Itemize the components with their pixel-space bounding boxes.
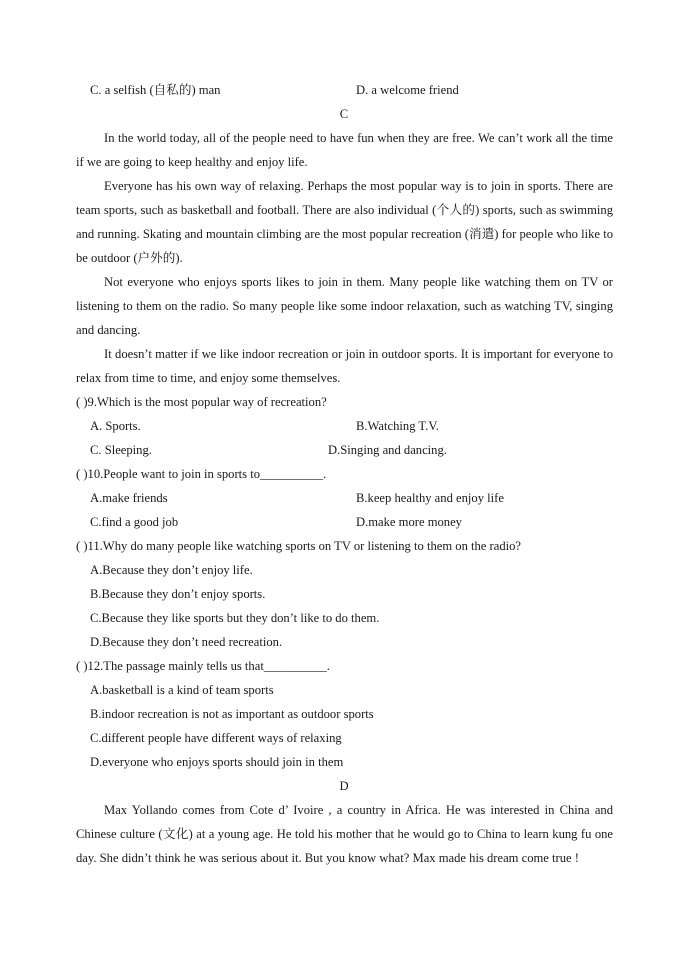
question-12-option-b: B.indoor recreation is not as important as outdoor sports xyxy=(90,707,374,721)
question-11-option-b: B.Because they don’t enjoy sports. xyxy=(90,587,266,601)
question-12-option-c: C.different people have different ways of relaxing xyxy=(90,731,342,745)
section-heading-c: C xyxy=(339,107,349,121)
question-10-option-b: B.keep healthy and enjoy life xyxy=(356,491,504,505)
question-10-option-d: D.make more money xyxy=(356,515,462,529)
passage-c-paragraph-1: In the world today, all of the people need to have fun when they are free. We can’t work all the time if we are going to keep healthy and enjoy life. xyxy=(76,131,613,169)
option-d-prev: D. a welcome friend xyxy=(356,83,459,97)
question-9-option-a: A. Sports. xyxy=(90,419,141,433)
passage-c-paragraph-3: Not everyone who enjoys sports likes to join in them. Many people like watching them on TV or listening to them on the radio. So many people like some indoor relaxation, such as watching TV, singing and dancing. xyxy=(76,275,613,337)
question-9-option-d: D.Singing and dancing. xyxy=(328,443,447,457)
question-12-stem: ( )12.The passage mainly tells us that__________. xyxy=(76,659,330,673)
question-12-option-d: D.everyone who enjoys sports should join in them xyxy=(90,755,344,769)
question-9-option-b: B.Watching T.V. xyxy=(356,419,439,433)
question-10-stem: ( )10.People want to join in sports to__________. xyxy=(76,467,327,481)
question-12-option-a: A.basketball is a kind of team sports xyxy=(90,683,274,697)
section-heading-d: D xyxy=(339,779,349,793)
question-10-option-c: C.find a good job xyxy=(90,515,179,529)
passage-c-paragraph-4: It doesn’t matter if we like indoor recreation or join in outdoor sports. It is important for everyone to relax from time to time, and enjoy some themselves. xyxy=(76,347,613,385)
option-c-prev: C. a selfish (自私的) man xyxy=(90,83,221,97)
question-11-stem: ( )11.Why do many people like watching sports on TV or listening to them on the radio? xyxy=(76,539,522,553)
passage-d-paragraph-1: Max Yollando comes from Cote d’ Ivoire , a country in Africa. He was interested in China and Chinese culture (文化) at a young age. He told his mother that he would go to China to learn kung fu one day. She didn’t think he was serious about it. But you know what? Max made his dream come true ! xyxy=(76,803,613,865)
question-11-option-d: D.Because they don’t need recreation. xyxy=(90,635,283,649)
question-11-option-c: C.Because they like sports but they don’t like to do them. xyxy=(90,611,380,625)
question-9-stem: ( )9.Which is the most popular way of recreation? xyxy=(76,395,327,409)
question-10-option-a: A.make friends xyxy=(90,491,168,505)
question-9-option-c: C. Sleeping. xyxy=(90,443,152,457)
question-11-option-a: A.Because they don’t enjoy life. xyxy=(90,563,253,577)
passage-c-paragraph-2: Everyone has his own way of relaxing. Perhaps the most popular way is to join in sports. There are team sports, such as basketball and football. There are also individual (个人的) sports, such as swimming and running. Skating and mountain climbing are the most popular recreation (消遣) for people who like to be outdoor (户外的). xyxy=(76,179,613,265)
